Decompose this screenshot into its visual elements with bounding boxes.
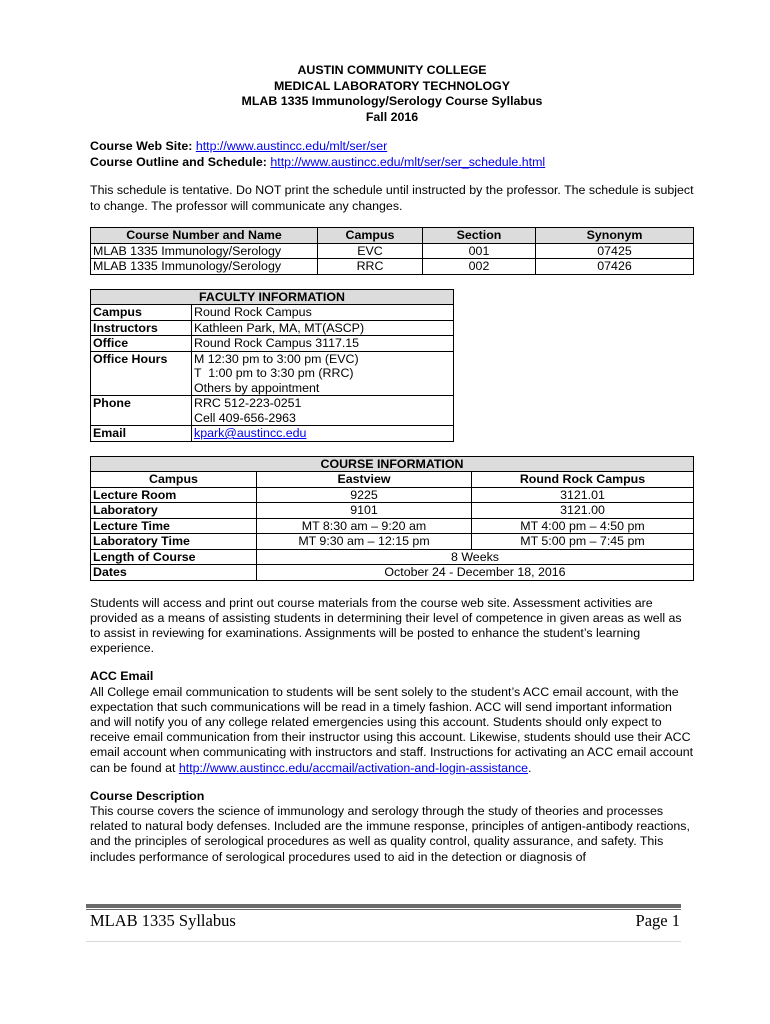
length-label: Length of Course bbox=[91, 549, 257, 565]
laboratory-label: Laboratory bbox=[91, 503, 257, 519]
schedule-notice: This schedule is tentative. Do NOT print the schedule until instructed by the professor. The schedule is subject to change. The professor will communicate any changes. bbox=[90, 183, 694, 213]
eastview-header: Eastview bbox=[257, 472, 472, 488]
faculty-campus-label: Campus bbox=[91, 305, 192, 321]
acc-email-link[interactable]: http://www.austincc.edu/accmail/activation-and-login-assistance bbox=[178, 760, 529, 775]
intro-paragraph: Students will access and print out course materials from the course web site. Assessment activities are provided as a means of assisting students in determining their level of competence in given areas as well as to assist in reviewing for examinations. Assignments will be posted to enhance the student’s learning experience. bbox=[90, 595, 682, 656]
length-value: 8 Weeks bbox=[257, 549, 694, 565]
course-description-heading: Course Description bbox=[90, 788, 205, 803]
phone-line: RRC 512-223-0251 bbox=[194, 396, 302, 410]
lecture-time-evc: MT 8:30 am – 9:20 am bbox=[257, 518, 472, 534]
col-header-campus: Campus bbox=[318, 228, 423, 244]
roundrock-header: Round Rock Campus bbox=[472, 472, 694, 488]
web-site-label: Course Web Site: bbox=[90, 139, 196, 153]
lecture-time-label: Lecture Time bbox=[91, 518, 257, 534]
table-row bbox=[91, 243, 694, 259]
document-header bbox=[90, 63, 694, 125]
phone bbox=[192, 396, 454, 426]
footer-title: MLAB 1335 Syllabus bbox=[90, 911, 236, 930]
office-hours-label: Office Hours bbox=[91, 351, 192, 396]
lecture-time-rrc: MT 4:00 pm – 4:50 pm bbox=[472, 518, 694, 534]
course-title: MLAB 1335 Immunology/Serology Course Syllabus bbox=[241, 94, 543, 108]
laboratory-rrc: 3121.00 bbox=[472, 503, 694, 519]
course-links bbox=[90, 139, 694, 170]
footer-rule bbox=[86, 904, 681, 908]
faculty-campus: Round Rock Campus bbox=[192, 305, 454, 321]
lecture-room-evc: 9225 bbox=[257, 487, 472, 503]
office-hours bbox=[192, 351, 454, 396]
dates-value: October 24 - December 18, 2016 bbox=[257, 565, 694, 581]
col-header-course: Course Number and Name bbox=[91, 228, 318, 244]
lecture-room-rrc: 3121.01 bbox=[472, 487, 694, 503]
course-description-body: This course covers the science of immunology and serology through the study of theories and processes related to natural body defenses. Included are the immune response, principles of antigen-antibody reactions, and the principles of serological procedures as well as quality control, quality assurance, and safety. This includes performance of serological procedures used to aid in the detection or diagnosis of bbox=[90, 803, 690, 864]
instructors-label: Instructors bbox=[91, 320, 192, 336]
office-hours-line: M 12:30 pm to 3:00 pm (EVC) bbox=[194, 351, 359, 366]
page-number: Page 1 bbox=[635, 911, 680, 930]
outline-link[interactable]: http://www.austincc.edu/mlt/ser/ser_schedule.html bbox=[270, 154, 546, 169]
cell-course: MLAB 1335 Immunology/Serology bbox=[91, 259, 318, 275]
course-info-table bbox=[90, 456, 694, 581]
email-label: Email bbox=[91, 426, 192, 442]
acc-email-period: . bbox=[528, 760, 532, 775]
web-site-link[interactable]: http://www.austincc.edu/mlt/ser/ser bbox=[195, 139, 388, 153]
syllabus-page bbox=[90, 63, 694, 865]
term: Fall 2016 bbox=[365, 109, 419, 124]
footer-divider bbox=[86, 941, 681, 942]
laboratory-evc: 9101 bbox=[257, 503, 472, 519]
outline-label: Course Outline and Schedule: bbox=[90, 154, 271, 169]
cell-campus: RRC bbox=[318, 259, 423, 275]
office: Round Rock Campus 3117.15 bbox=[192, 336, 454, 352]
lab-time-label: Laboratory Time bbox=[91, 534, 257, 550]
course-table bbox=[90, 227, 694, 275]
faculty-table bbox=[90, 289, 454, 442]
email-link[interactable]: kpark@austincc.edu bbox=[194, 426, 307, 440]
cell-campus: EVC bbox=[318, 243, 423, 259]
office-label: Office bbox=[91, 336, 192, 352]
acc-email-heading: ACC Email bbox=[90, 669, 154, 684]
course-info-title: COURSE INFORMATION bbox=[91, 456, 694, 472]
faculty-title: FACULTY INFORMATION bbox=[91, 289, 454, 305]
phone-label: Phone bbox=[91, 396, 192, 426]
office-hours-line: Others by appointment bbox=[194, 380, 320, 395]
program-name: MEDICAL LABORATORY TECHNOLOGY bbox=[273, 78, 511, 93]
cell-synonym: 07425 bbox=[536, 243, 694, 259]
lab-time-evc: MT 9:30 am – 12:15 pm bbox=[257, 534, 472, 550]
campus-header: Campus bbox=[91, 472, 257, 488]
cell-synonym: 07426 bbox=[536, 259, 694, 275]
instructors: Kathleen Park, MA, MT(ASCP) bbox=[192, 320, 454, 336]
cell-course: MLAB 1335 Immunology/Serology bbox=[91, 243, 318, 259]
college-name: AUSTIN COMMUNITY COLLEGE bbox=[297, 63, 487, 77]
office-hours-line: T 1:00 pm to 3:30 pm (RRC) bbox=[194, 366, 354, 380]
lab-time-rrc: MT 5:00 pm – 7:45 pm bbox=[472, 534, 694, 550]
acc-email-body: All College email communication to students will be sent solely to the student’s ACC email account, with the expectation that such communications will be read in a timely fashion. ACC will send important information and will notify you of any college related emergencies using this account. Students should only expect to receive email communication from their instructor using this account. Likewise, students should use their ACC email account when communicating with instructors and staff. Instructions for activating an ACC email account can be found at bbox=[90, 684, 694, 775]
table-row bbox=[91, 259, 694, 275]
dates-label: Dates bbox=[91, 565, 257, 581]
email-cell bbox=[192, 426, 454, 442]
col-header-synonym: Synonym bbox=[536, 228, 694, 244]
footer-rule bbox=[86, 909, 681, 910]
phone-line: Cell 409-656-2963 bbox=[194, 410, 296, 425]
cell-section: 002 bbox=[423, 259, 536, 275]
col-header-section: Section bbox=[423, 228, 536, 244]
lecture-room-label: Lecture Room bbox=[91, 487, 257, 503]
acc-email-paragraph bbox=[90, 685, 694, 776]
cell-section: 001 bbox=[423, 243, 536, 259]
